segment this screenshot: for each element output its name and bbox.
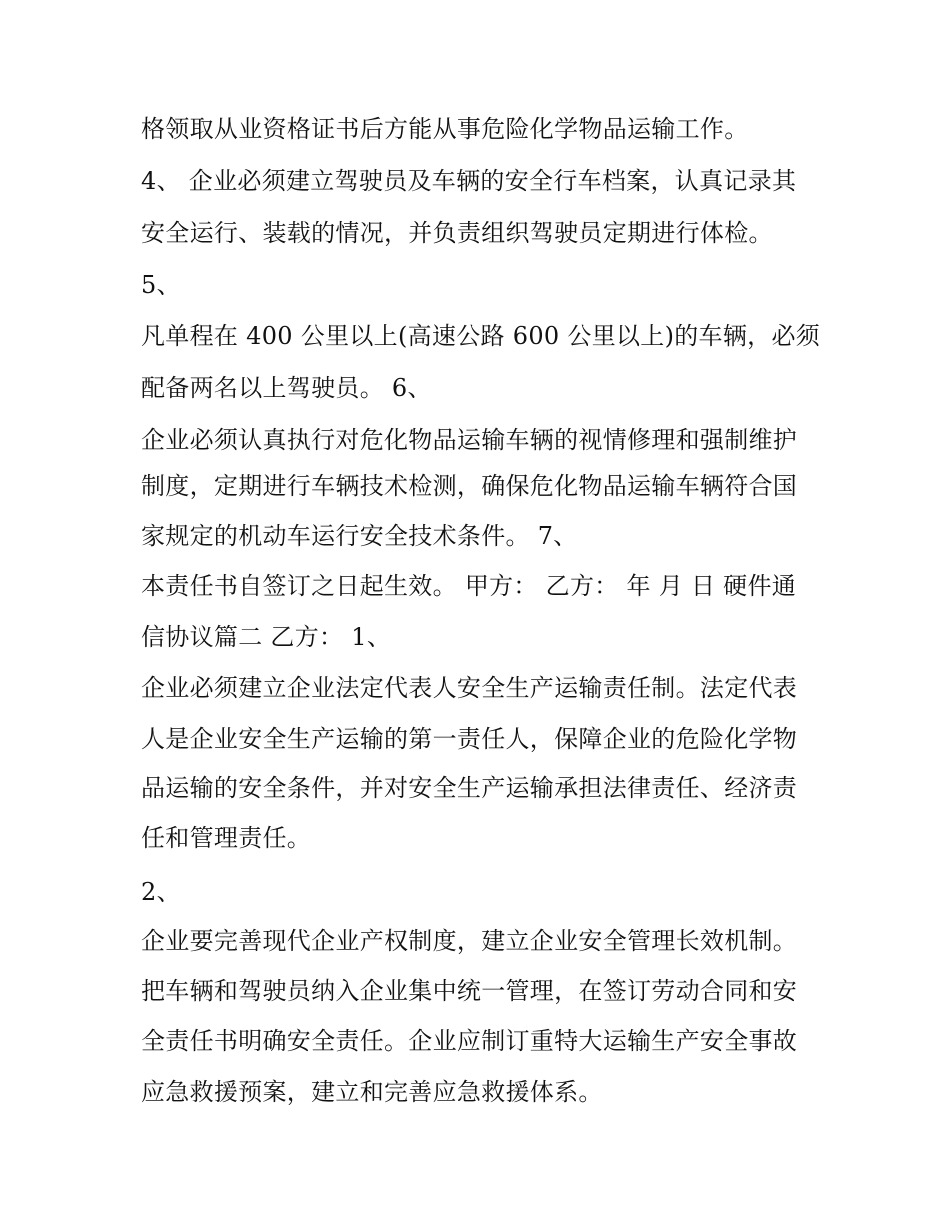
text-line: 品运输的安全条件，并对安全生产运输承担法律责任、经济责 [141,774,798,802]
text-line: 应急救援预案，建立和完善应急救援体系。 [141,1078,603,1106]
text-line: 人是企业安全生产运输的第一责任人，保障企业的危险化学物 [141,725,798,753]
text-line: 本责任书自签订之日起生效。 甲方： 乙方： 年 月 日 硬件通 [141,572,797,600]
text-line: 企业必须认真执行对危化物品运输车辆的视情修理和强制维护 [141,426,798,454]
text-line: 企业要完善现代企业产权制度，建立企业安全管理长效机制。 [141,927,798,955]
text-line: 安全运行、装载的情况，并负责组织驾驶员定期进行体检。 [141,219,773,247]
text-line: 家规定的机动车运行安全技术条件。 7、 [141,522,578,550]
text-line: 把车辆和驾驶员纳入企业集中统一管理，在签订劳动合同和安 [141,977,798,1005]
text-line: 2、 [141,878,181,906]
text-line: 凡单程在 400 公里以上(高速公路 600 公里以上)的车辆，必须 [141,322,821,350]
text-line: 全责任书明确安全责任。企业应制订重特大运输生产安全事故 [141,1027,798,1055]
text-line: 5、 [141,271,181,299]
text-line: 格领取从业资格证书后方能从事危险化学物品运输工作。 [141,115,749,143]
text-line: 任和管理责任。 [141,824,312,852]
text-line: 企业必须建立企业法定代表人安全生产运输责任制。法定代表 [141,674,798,702]
text-line: 4、 企业必须建立驾驶员及车辆的安全行车档案，认真记录其 [141,167,797,195]
text-line: 配备两名以上驾驶员。 6、 [141,374,432,402]
text-line: 信协议篇二 乙方： 1、 [141,623,392,651]
text-line: 制度，定期进行车辆技术检测，确保危化物品运输车辆符合国 [141,472,798,500]
